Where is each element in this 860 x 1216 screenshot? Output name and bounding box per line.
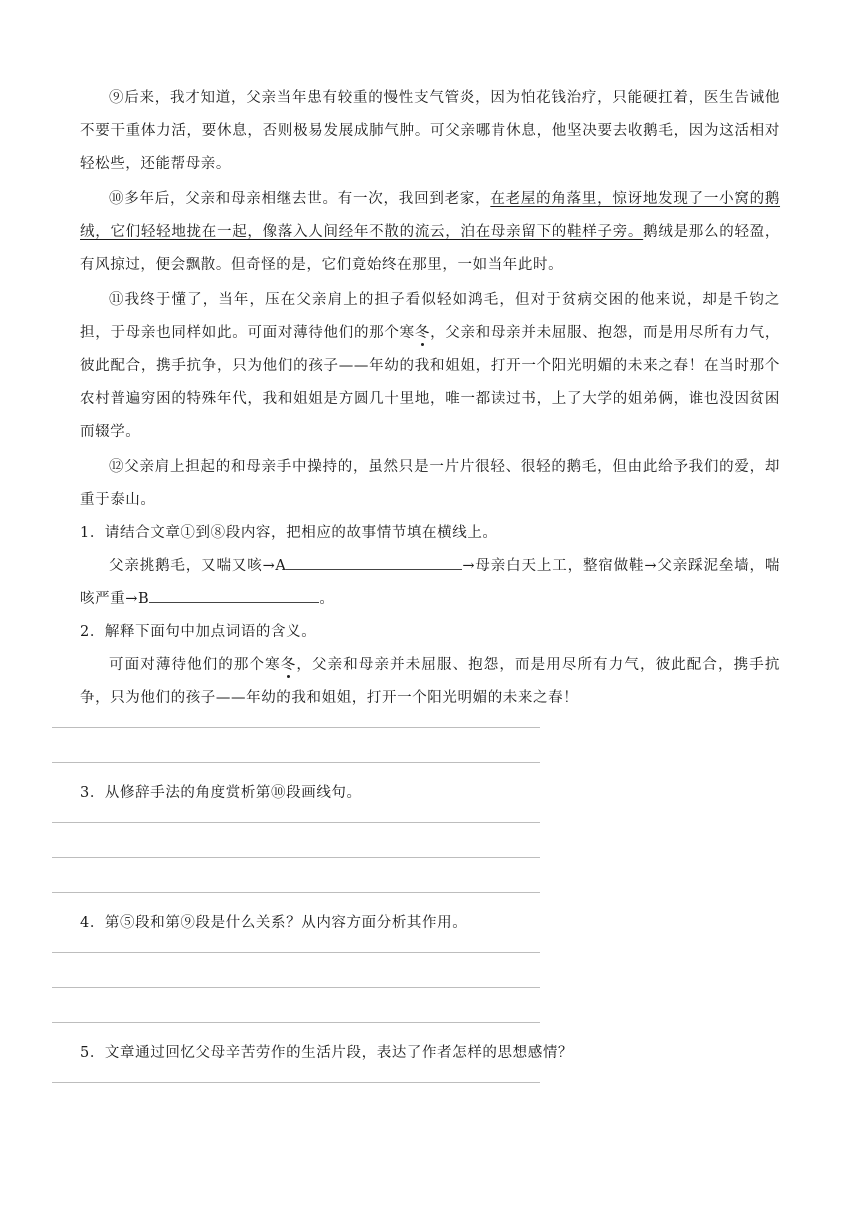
blank-a-field[interactable] bbox=[286, 555, 462, 570]
answer-line[interactable] bbox=[52, 952, 540, 953]
question-3: 3．从修辞手法的角度赏析第⑩段画线句。 bbox=[80, 785, 362, 801]
quote-tail: ，父亲和母亲并未屈服、抱怨，而是用尽所有力气，彼此配合，携手抗争，只为他们的孩子——年幼的我和姐姐，打开一个阳光明媚的未来之春！ bbox=[80, 657, 780, 706]
answer-line[interactable] bbox=[52, 987, 540, 988]
answer-line[interactable] bbox=[52, 1082, 540, 1083]
paragraph-10-tail: 鹅绒是那么的轻盈，有风掠过，便会飘散。但奇怪的是，它们竟始终在那里，一如当年此时。 bbox=[80, 224, 780, 273]
answer-line[interactable] bbox=[52, 822, 540, 823]
sequence-part-a: 父亲挑鹅毛，又喘又咳→A bbox=[109, 558, 287, 574]
blank-b-field[interactable] bbox=[149, 588, 319, 603]
question-2: 2．解释下面句中加点词语的含义。 bbox=[80, 624, 317, 640]
question-4: 4．第⑤段和第⑨段是什么关系？从内容方面分析其作用。 bbox=[80, 915, 468, 931]
paragraph-10-lead: ⑩多年后，父亲和母亲相继去世。有一次，我回到老家， bbox=[109, 191, 491, 207]
quote-emphasis-dot-word: 冬 bbox=[280, 657, 297, 673]
question-5: 5．文章通过回忆父母辛苦劳作的生活片段，表达了作者怎样的思想感情？ bbox=[80, 1045, 574, 1061]
question-1-sequence bbox=[80, 550, 780, 616]
paragraph-12: ⑫父亲肩上担起的和母亲手中操持的，虽然只是一片片很轻、很轻的鹅毛，但由此给予我们的爱，却重于泰山。 bbox=[80, 459, 780, 508]
document-page bbox=[80, 82, 780, 1117]
answer-line[interactable] bbox=[52, 727, 540, 728]
paragraph-9: ⑨后来，我才知道，父亲当年患有较重的慢性支气管炎，因为怕花钱治疗，只能硬扛着，医生告诫他不要干重体力活，要休息，否则极易发展成肺气肿。可父亲哪肯休息，他坚决要去收鹅毛，因为这活相对轻松些，还能帮母亲。 bbox=[80, 90, 780, 172]
answer-line[interactable] bbox=[52, 857, 540, 858]
paragraph-10 bbox=[80, 183, 780, 282]
answer-lines-q4 bbox=[52, 952, 780, 1023]
sequence-part-b: →母亲白天上工，整宿做鞋→父亲踩泥垒墙，喘咳严重→B bbox=[80, 558, 780, 607]
paragraph-11-tail: ，父亲和母亲并未屈服、抱怨，而是用尽所有力气，彼此配合，携手抗争，只为他们的孩子——年幼的我和姐姐，打开一个阳光明媚的未来之春！在当时那个农村普遍穷困的特殊年代，我和姐姐是方圆几十里地，唯一都读过书，上了大学的姐弟俩，谁也没因贫困而辍学。 bbox=[80, 325, 780, 440]
answer-line[interactable] bbox=[52, 762, 540, 763]
quote-lead: 可面对薄待他们的那个寒 bbox=[109, 657, 281, 673]
answer-lines-q5 bbox=[52, 1082, 780, 1083]
answer-line[interactable] bbox=[52, 1022, 540, 1023]
question-2-quote bbox=[80, 649, 780, 715]
answer-lines-q2 bbox=[52, 727, 780, 763]
sequence-end: 。 bbox=[319, 591, 335, 607]
answer-line[interactable] bbox=[52, 892, 540, 893]
question-1: 1．请结合文章①到⑧段内容，把相应的故事情节填在横线上。 bbox=[80, 525, 498, 541]
emphasis-dot-word: 冬 bbox=[414, 325, 431, 341]
paragraph-11-lead: ⑪我终于懂了，当年，压在父亲肩上的担子看似轻如鸿毛，但对于贫病交困的他来说，却是千钧之担，于母亲也同样如此。可面对薄待他们的那个寒 bbox=[80, 292, 780, 341]
answer-lines-q3 bbox=[52, 822, 780, 893]
paragraph-11 bbox=[80, 284, 780, 449]
underlined-sentence: 在老屋的角落里，惊讶地发现了一小窝的鹅绒，它们轻轻地拢在一起，像落入人间经年不散的流云，泊在母亲留下的鞋样子旁。 bbox=[80, 191, 781, 240]
